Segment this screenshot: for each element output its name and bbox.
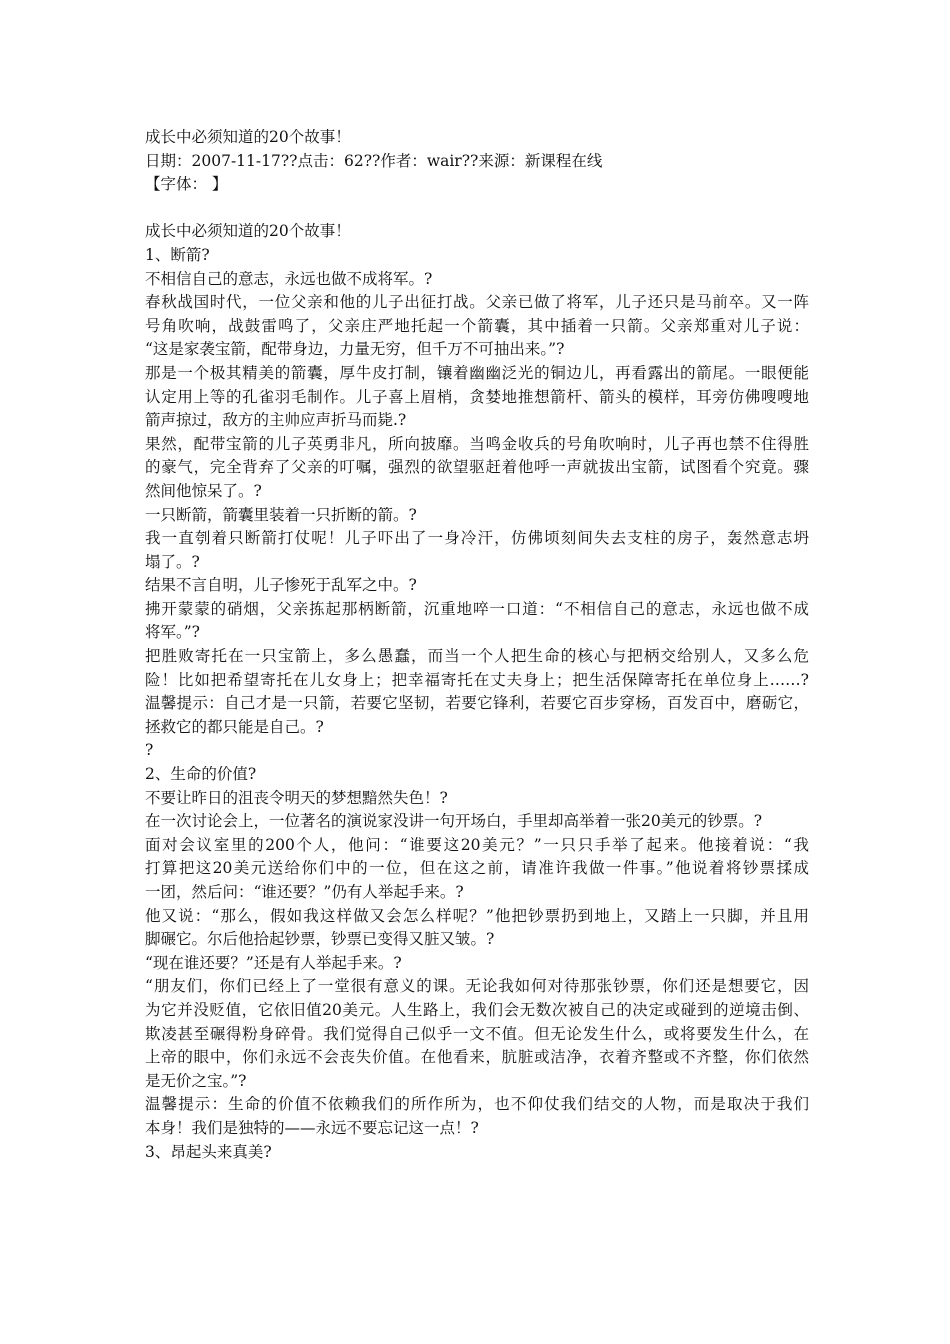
- paragraph-line: 险！比如把希望寄托在儿女身上；把幸福寄托在丈夫身上；把生活保障寄托在单位身上……?: [145, 670, 809, 689]
- paragraph-line: 在一次讨论会上，一位著名的演说家没讲一句开场白，手里却高举着一张20美元的钞票。?: [145, 812, 763, 831]
- paragraph-line: 然间他惊呆了。?: [145, 481, 262, 500]
- paragraph-line: 是无价之宝。”?: [145, 1071, 247, 1090]
- spacer: [145, 197, 809, 221]
- paragraph-line: 上帝的眼中，你们永远不会丧失价值。在他看来，肮脏或洁净，衣着齐整或不齐整，你们依然: [145, 1048, 809, 1067]
- story-1-heading: 1、断箭?: [145, 245, 210, 264]
- paragraph-line: ?: [145, 741, 154, 760]
- paragraph-line: 不相信自己的意志，永远也做不成将军。?: [145, 269, 433, 288]
- paragraph-line: “朋友们，你们已经上了一堂很有意义的课。无论我如何对待那张钞票，你们还是想要它，因: [145, 977, 809, 996]
- paragraph-line: 不要让昨日的沮丧令明天的梦想黯然失色！?: [145, 788, 448, 807]
- paragraph-line: 那是一个极其精美的箭囊，厚牛皮打制，镶着幽幽泛光的铜边儿，再看露出的箭尾。一眼便能: [145, 363, 809, 382]
- paragraph-line: 号角吹响，战鼓雷鸣了，父亲庄严地托起一个箭囊，其中插着一只箭。父亲郑重对儿子说：: [145, 316, 809, 335]
- paragraph-line: 为它并没贬值，它依旧值20美元。人生路上，我们会无数次被自己的决定或碰到的逆境击倒、: [145, 1000, 809, 1019]
- paragraph-line: 春秋战国时代，一位父亲和他的儿子出征打战。父亲已做了将军，儿子还只是马前卒。又一阵: [145, 293, 809, 312]
- paragraph-line: 结果不言自明，儿子惨死于乱军之中。?: [145, 576, 417, 595]
- paragraph-line: 欺凌甚至碾得粉身碎骨。我们觉得自己似乎一文不值。但无论发生什么，或将要发生什么，在: [145, 1024, 809, 1043]
- paragraph-line: 拂开蒙蒙的硝烟，父亲拣起那柄断箭，沉重地啐一口道：“不相信自己的意志，永远也做不成: [145, 599, 809, 618]
- paragraph-line: 将军。”?: [145, 623, 200, 642]
- paragraph-line: 他又说：“那么，假如我这样做又会怎么样呢？”他把钞票扔到地上，又踏上一只脚，并且用: [145, 906, 809, 925]
- paragraph-line: 一团，然后问：“谁还要？”仍有人举起手来。?: [145, 883, 464, 901]
- paragraph-line: 面对会议室里的200个人，他问：“谁要这20美元？”一只只手举了起来。他接着说：“我: [145, 835, 809, 854]
- paragraph-line: 认定用上等的孔雀羽毛制作。儿子喜上眉梢，贪婪地推想箭杆、箭头的模样，耳旁仿佛嗖嗖地: [145, 387, 809, 406]
- paragraph-line: 我一直刳着只断箭打仗呢！儿子吓出了一身冷汗，仿佛顷刻间失去支柱的房子，轰然意志坍: [145, 529, 809, 548]
- tip-line: 温馨提示：自己才是一只箭，若要它坚韧，若要它锋利，若要它百步穿杨，百发百中，磨砺它，: [145, 694, 809, 713]
- paragraph-line: 塌了。?: [145, 552, 200, 571]
- paragraph-line: 箭声掠过，敌方的主帅应声折马而毙.?: [145, 411, 407, 430]
- article-meta: 日期：2007-11-17??点击：62??作者：wair??来源：新课程在线: [145, 151, 603, 170]
- paragraph-line: 打算把这20美元送给你们中的一位，但在这之前，请准许我做一件事。”他说着将钞票揉成: [145, 859, 809, 878]
- paragraph-line: “现在谁还要？”还是有人举起手来。?: [145, 953, 402, 972]
- paragraph-line: 果然，配带宝箭的儿子英勇非凡，所向披靡。当鸣金收兵的号角吹响时，儿子再也禁不住得胜: [145, 434, 809, 453]
- paragraph-line: 把胜败寄托在一只宝箭上，多么愚蠢，而当一个人把生命的核心与把柄交给别人，又多么危: [145, 647, 809, 666]
- paragraph-line: 的豪气，完全背弃了父亲的叮嘱，强烈的欲望驱赶着他呼一声就拔出宝箭，试图看个究竟。骤: [145, 458, 809, 477]
- tip-line: 温馨提示：生命的价值不依赖我们的所作所为，也不仰仗我们结交的人物，而是取决于我们: [145, 1095, 809, 1114]
- paragraph-line: 脚碾它。尔后他拾起钞票，钞票已变得又脏又皱。?: [145, 930, 495, 949]
- story-3-heading: 3、昂起头来真美?: [145, 1142, 272, 1161]
- paragraph-line: “这是家袭宝箭，配带身边，力量无穷，但千万不可抽出来。”?: [145, 340, 565, 359]
- font-size-control[interactable]: 【字体： 】: [145, 175, 228, 194]
- paragraph-line: 一只断箭，箭囊里装着一只折断的箭。?: [145, 505, 417, 524]
- header-title: 成长中必须知道的20个故事！: [145, 128, 351, 146]
- tip-line: 本身！我们是独特的——永远不要忘记这一点！?: [145, 1118, 479, 1137]
- story-2-heading: 2、生命的价值?: [145, 765, 257, 784]
- document-page: [145, 126, 809, 1164]
- article-title: 成长中必须知道的20个故事！: [145, 222, 351, 241]
- tip-line: 拯救它的都只能是自己。?: [145, 717, 324, 736]
